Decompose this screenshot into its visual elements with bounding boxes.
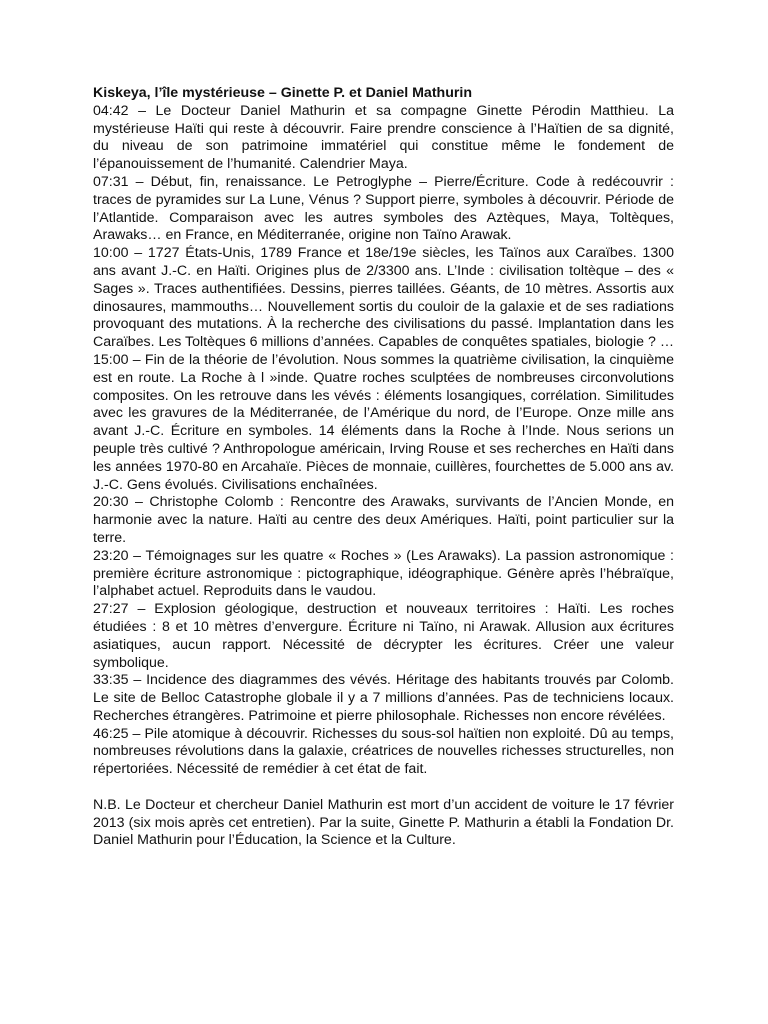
document-page — [93, 85, 674, 850]
closing-note: N.B. Le Docteur et chercheur Daniel Mathurin est mort d’un accident de voiture le 17 février 2013 (six mois après cet entretien). Par la suite, Ginette P. Mathurin a établi la Fondation Dr. Daniel Mathurin pour l’Éducation, la Science et la Culture. — [93, 796, 674, 849]
timestamp-entry-2320: 23:20 – Témoignages sur les quatre « Roches » (Les Arawaks). La passion astronomique : première écriture astronomique : pictographique, idéographique. Génère après l’hébraïque, l’alphabet actuel. Reproduits dans le vaudou. — [93, 547, 674, 600]
document-title: Kiskeya, l’île mystérieuse – Ginette P. et Daniel Mathurin — [93, 85, 473, 101]
timestamp-entry-1000: 10:00 – 1727 États-Unis, 1789 France et 18e/19e siècles, les Taïnos aux Caraïbes. 1300 ans avant J.-C. en Haïti. Origines plus de 2/3300 ans. L’Inde : civilisation toltèque – des « Sages ». Traces authentifiées. Dessins, pierres taillées. Géants, de 10 mètres. Assortis aux dinosaures, mammouths… Nouvellement sortis du couloir de la galaxie et de ses radiations provoquant des mutations. À la recherche des civilisations du passé. Implantation dans les Caraïbes. Les Toltèques 6 millions d’années. Capables de conquêtes spatiales, biologie ? … — [93, 245, 675, 351]
timestamp-entry-2030: 20:30 – Christophe Colomb : Rencontre des Arawaks, survivants de l’Ancien Monde, en harmonie avec la nature. Haïti au centre des deux Amériques. Haïti, point particulier sur la terre. — [93, 494, 674, 546]
timestamp-entry-0442: 04:42 – Le Docteur Daniel Mathurin et sa compagne Ginette Pérodin Matthieu. La mystérieuse Haïti qui reste à découvrir. Faire prendre conscience à l’Haïtien de sa dignité, du niveau de son patrimoine immatériel qui constitue même le fondement de l’épanouissement de l’humanité. Calendrier Maya. — [93, 102, 674, 173]
timestamp-entry-0731: 07:31 – Début, fin, renaissance. Le Petroglyphe – Pierre/Écriture. Code à redécouvrir : traces de pyramides sur La Lune, Vénus ? Support pierre, symboles à découvrir. Période de l’Atlantide. Comparaison avec les autres symboles des Aztèques, Maya, Toltèques, Arawaks… en France, en Méditerranée, origine non Taïno Arawak. — [93, 173, 674, 244]
paragraph-spacer — [93, 779, 674, 797]
timestamp-entry-3335: 33:35 – Incidence des diagrammes des vévés. Héritage des habitants trouvés par Colomb. Le site de Belloc Catastrophe globale il y a 7 millions d’années. Pas de techniciens locaux. Recherches étrangères. Patrimoine et pierre philosophale. Richesses non encore révélées. — [93, 672, 674, 724]
timestamp-entry-2727: 27:27 – Explosion géologique, destruction et nouveaux territoires : Haïti. Les roches étudiées : 8 et 10 mètres d’envergure. Écriture ni Taïno, ni Arawak. Allusion aux écritures asiatiques, aucun rapport. Nécessité de décrypter les écritures. Créer une valeur symbolique. — [93, 601, 674, 671]
timestamp-entry-1500: 15:00 – Fin de la théorie de l’évolution. Nous sommes la quatrième civilisation, la cinquième est en route. La Roche à l »inde. Quatre roches sculptées de nombreuses circonvolutions composites. On les retrouve dans les vévés : éléments losangiques, corrélation. Similitudes avec les gravures de la Méditerranée, de l’Amérique du nord, de l’Europe. Onze mille ans avant J.-C. Écriture en symboles. 14 éléments dans la Roche à l’Inde. Nous serions un peuple très cultivé ? Anthropologue américain, Irving Rouse et ses recherches en Haïti dans les années 1970-80 en Arcahaïe. Pièces de monnaie, cuillères, fourchettes de 5.000 ans av. J.-C. Gens évolués. Civilisations enchaînées. — [93, 351, 674, 493]
timestamp-entry-4625: 46:25 – Pile atomique à découvrir. Richesses du sous-sol haïtien non exploité. Dû au temps, nombreuses révolutions dans la galaxie, créatrices de nouvelles richesses structurelles, non répertoriées. Nécessité de remédier à cet état de fait. — [93, 725, 674, 778]
